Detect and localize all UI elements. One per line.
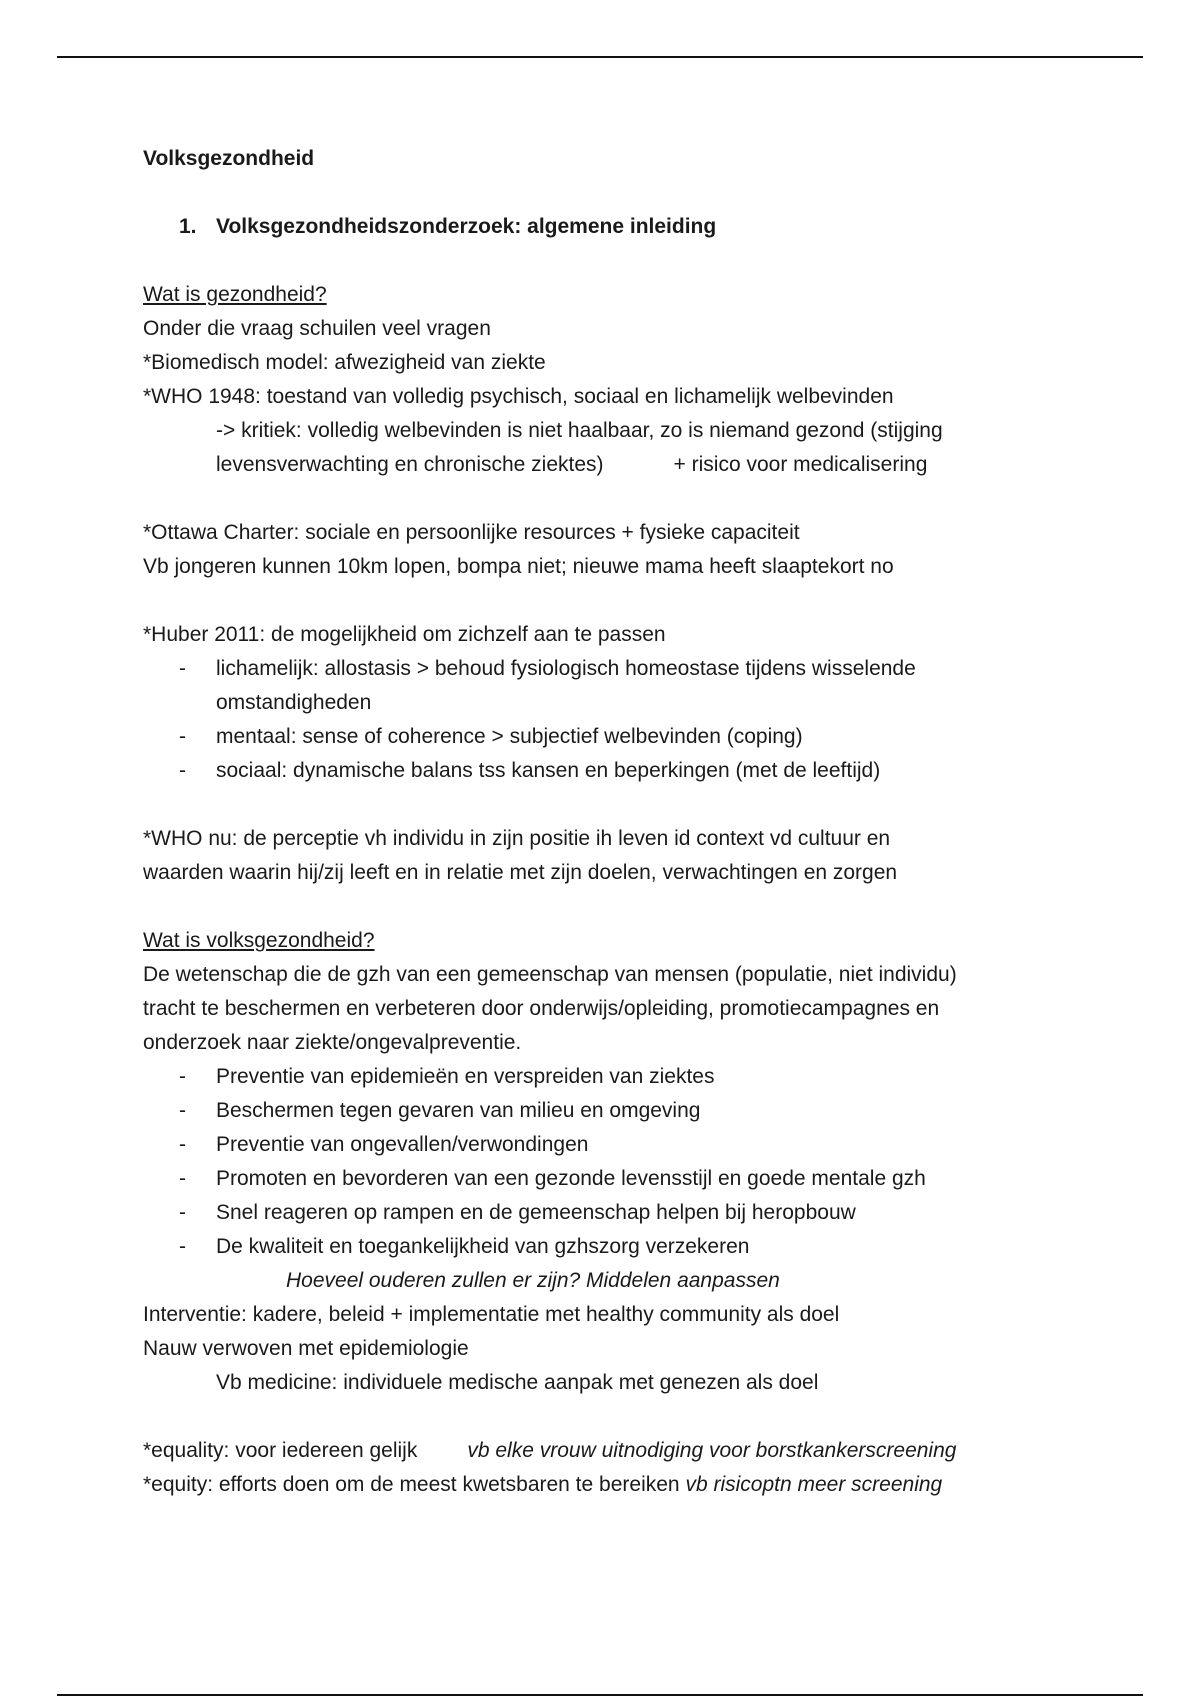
list-item-text: mentaal: sense of coherence > subjectief welbevinden (coping) bbox=[216, 725, 803, 748]
public-health-heading: Wat is volksgezondheid? bbox=[143, 929, 375, 952]
list-item-physical bbox=[143, 652, 1093, 686]
list-item-text: Preventie van ongevallen/verwondingen bbox=[216, 1133, 589, 1156]
equity-text: *equity: efforts doen om de meest kwetsbaren te bereiken bbox=[143, 1473, 680, 1496]
bullet-dash: - bbox=[179, 725, 186, 748]
ottawa-example: Vb jongeren kunnen 10km lopen, bompa niet; nieuwe mama heeft slaaptekort no bbox=[143, 555, 894, 578]
who-now-line-1: *WHO nu: de perceptie vh individu in zijn positie ih leven id context vd cultuur en bbox=[143, 827, 891, 850]
equality-example: vb elke vrouw uitnodiging voor borstkankerscreening bbox=[467, 1439, 957, 1462]
bullet-dash: - bbox=[179, 1201, 186, 1224]
list-item bbox=[143, 1196, 1093, 1230]
public-health-line-2: tracht te beschermen en verbeteren door onderwijs/opleiding, promotiecampagnes en bbox=[143, 997, 940, 1020]
health-heading: Wat is gezondheid? bbox=[143, 283, 327, 306]
document-title: Volksgezondheid bbox=[143, 147, 315, 170]
list-item-text: Snel reageren op rampen en de gemeenschap helpen bij heropbouw bbox=[216, 1201, 856, 1224]
equity-line bbox=[143, 1468, 1093, 1502]
list-item bbox=[143, 1162, 1093, 1196]
public-health-line-1: De wetenschap die de gzh van een gemeenschap van mensen (populatie, niet individu) bbox=[143, 963, 957, 986]
equality-line bbox=[143, 1434, 1093, 1468]
elderly-note: Hoeveel ouderen zullen er zijn? Middelen aanpassen bbox=[286, 1269, 780, 1292]
list-item-text: sociaal: dynamische balans tss kansen en beperkingen (met de leeftijd) bbox=[216, 759, 881, 782]
health-intro: Onder die vraag schuilen veel vragen bbox=[143, 317, 491, 340]
bullet-dash: - bbox=[179, 1235, 186, 1258]
section-number: 1. bbox=[179, 215, 197, 238]
epidemiology: Nauw verwoven met epidemiologie bbox=[143, 1337, 469, 1360]
public-health-line-3: onderzoek naar ziekte/ongevalpreventie. bbox=[143, 1031, 522, 1054]
medicalisation-risk: + risico voor medicalisering bbox=[673, 453, 928, 476]
critique-text: levensverwachting en chronische ziektes) bbox=[216, 453, 604, 476]
bullet-dash: - bbox=[179, 1133, 186, 1156]
list-item-text: Beschermen tegen gevaren van milieu en omgeving bbox=[216, 1099, 701, 1122]
list-item bbox=[143, 1060, 1093, 1094]
bottom-rule bbox=[57, 1694, 1143, 1696]
bullet-dash: - bbox=[179, 1167, 186, 1190]
list-item-social bbox=[143, 754, 1093, 788]
bullet-dash: - bbox=[179, 1099, 186, 1122]
critique-line-2 bbox=[143, 448, 1093, 482]
critique-line-1: -> kritiek: volledig welbevinden is niet haalbaar, zo is niemand gezond (stijging bbox=[216, 419, 943, 442]
bullet-dash: - bbox=[179, 1065, 186, 1088]
list-item bbox=[143, 1230, 1093, 1264]
bullet-dash: - bbox=[179, 759, 186, 782]
biomedical-model: *Biomedisch model: afwezigheid van ziekte bbox=[143, 351, 546, 374]
ottawa-charter: *Ottawa Charter: sociale en persoonlijke resources + fysieke capaciteit bbox=[143, 521, 800, 544]
medicine-example: Vb medicine: individuele medische aanpak met genezen als doel bbox=[216, 1371, 819, 1394]
equity-example: vb risicoptn meer screening bbox=[685, 1473, 943, 1496]
section-title: Volksgezondheidszonderzoek: algemene inleiding bbox=[216, 215, 717, 238]
who-1948: *WHO 1948: toestand van volledig psychisch, sociaal en lichamelijk welbevinden bbox=[143, 385, 894, 408]
list-item-text: De kwaliteit en toegankelijkheid van gzhszorg verzekeren bbox=[216, 1235, 750, 1258]
equality-text: *equality: voor iedereen gelijk bbox=[143, 1439, 418, 1462]
list-item-text: Preventie van epidemieën en verspreiden van ziektes bbox=[216, 1065, 715, 1088]
bullet-dash: - bbox=[179, 657, 186, 680]
list-item bbox=[143, 1094, 1093, 1128]
huber-2011: *Huber 2011: de mogelijkheid om zichzelf aan te passen bbox=[143, 623, 666, 646]
who-now-line-2: waarden waarin hij/zij leeft en in relatie met zijn doelen, verwachtingen en zorgen bbox=[143, 861, 898, 884]
list-item-text: lichamelijk: allostasis > behoud fysiologisch homeostase tijdens wisselende bbox=[216, 657, 916, 680]
list-item bbox=[143, 1128, 1093, 1162]
list-item-mental bbox=[143, 720, 1093, 754]
document-body bbox=[143, 142, 1093, 1502]
list-item-physical-continued: omstandigheden bbox=[216, 691, 372, 714]
intervention: Interventie: kadere, beleid + implementatie met healthy community als doel bbox=[143, 1303, 840, 1326]
top-rule bbox=[57, 56, 1143, 58]
section-heading bbox=[143, 210, 1093, 244]
list-item-text: Promoten en bevorderen van een gezonde levensstijl en goede mentale gzh bbox=[216, 1167, 926, 1190]
